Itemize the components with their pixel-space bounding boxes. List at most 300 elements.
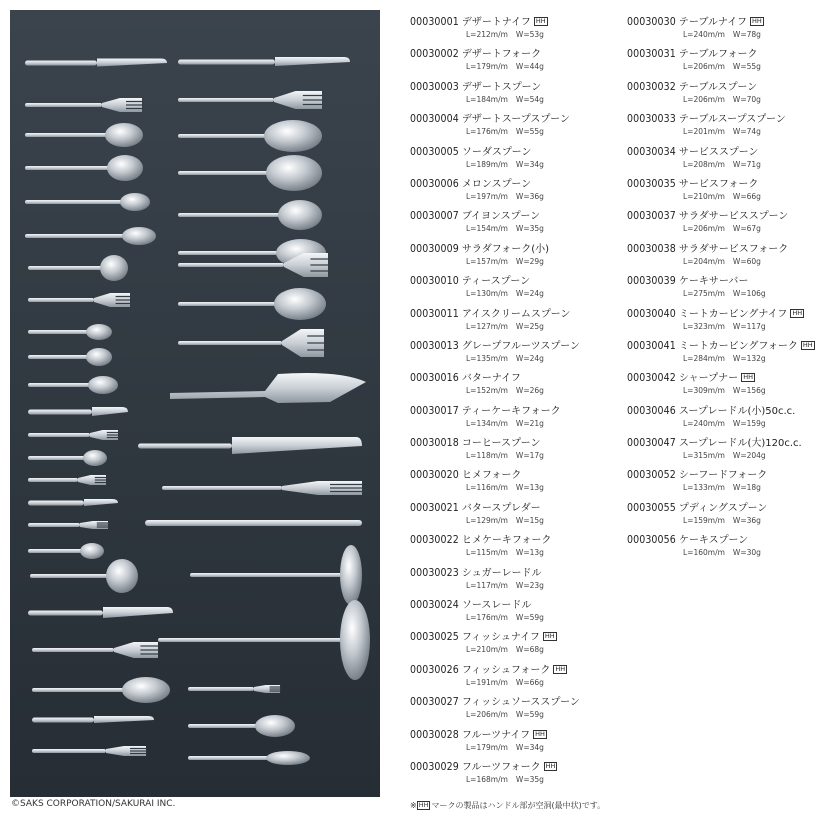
knife-blade [94,716,154,723]
product-code: 00030021 [410,501,459,514]
product-item [627,405,820,437]
product-length: L=197m/m [466,191,508,201]
product-length: L=275m/m [683,289,725,299]
product-name: フルーツナイフ [461,729,531,741]
product-item [410,664,610,696]
copyright-notice: ©SAKS CORPORATION/SAKURAI INC. [11,799,176,809]
product-item [627,210,820,242]
product-name: ケーキサーバー [678,276,749,288]
cutlery-handle [178,60,275,65]
fork-tine-gap [140,649,159,650]
fork-tine-gap [130,750,147,751]
product-length: L=159m/m [683,515,725,525]
product-name: フルーツフォーク [461,761,541,773]
product-item [410,81,610,113]
product-name: サラダサービスフォーク [678,243,789,255]
fork-tine-gap [330,487,363,488]
product-item [627,372,820,404]
product-name: スープレードル(大)120c.c. [678,438,802,450]
spoon-bowl [122,677,170,703]
product-code: 00030026 [410,663,459,676]
spoon-bowl [88,376,118,394]
product-length: L=240m/m [683,30,725,39]
product-name: テーブルナイフ [678,17,747,28]
product-name: ソーダスプーン [461,146,532,158]
product-length: L=127m/m [466,321,508,331]
product-name: フィッシュフォーク [461,664,551,676]
product-item [627,16,820,48]
product-item [410,113,610,145]
product-length: L=135m/m [466,353,508,363]
product-weight: W=204g [732,451,766,461]
product-length: L=206m/m [466,710,508,720]
product-item [627,48,820,80]
product-item [627,469,820,501]
product-code: 00030039 [627,275,676,288]
product-item [410,308,610,340]
spoon-bowl [106,559,138,593]
product-name: ヒメフォーク [461,470,522,482]
product-item [627,340,820,372]
cutlery-handle [25,234,136,238]
knife-blade [103,607,173,618]
product-name: プディングスプーン [678,502,768,514]
fork-tine-gap [330,491,363,492]
spoon-bowl [80,543,104,559]
product-weight: W=13g [515,483,544,493]
product-length: L=191m/m [466,677,508,687]
hh-mark-icon: HH [792,308,803,317]
product-length: L=176m/m [466,127,508,137]
product-item [410,761,610,793]
product-name: シュガーレードル [461,567,542,579]
product-item [410,534,610,566]
product-item [627,113,820,145]
fork-tine-gap [97,524,109,525]
product-code: 00030052 [627,469,676,482]
product-list-right [627,16,820,567]
product-item [627,534,820,566]
product-length: L=133m/m [683,483,725,493]
product-weight: W=36g [515,191,544,201]
product-code: 00030047 [627,437,676,450]
product-name: フィッシュソーススプーン [461,697,580,709]
product-item [410,372,610,404]
product-length: L=184m/m [466,94,508,104]
product-weight: W=66g [732,191,761,201]
footnote-text: マークの製品はハンドル部が空洞(最中状)です。 [431,801,606,810]
product-length: L=117m/m [466,580,508,590]
fork-tine-gap [116,299,131,300]
product-code: 00030046 [627,404,676,417]
product-item [410,599,610,631]
product-weight: W=59g [515,710,544,720]
cutlery-handle [162,486,282,490]
product-name: シャープナー [678,373,739,385]
product-name: コーヒースプーン [461,438,541,450]
product-name: デザートナイフ [461,17,531,28]
product-length: L=210m/m [683,191,725,201]
product-name: テーブルスプーン [678,81,758,93]
product-length: L=118m/m [466,451,508,461]
cutlery-handle [28,478,78,482]
product-item [627,81,820,113]
cutlery-handle [25,200,132,204]
product-code: 00030037 [627,210,676,223]
fork-tine-gap [126,101,143,102]
cutlery-handle [28,298,94,302]
product-weight: W=78g [732,30,761,39]
product-item [410,275,610,307]
cutlery-handle [25,166,121,170]
cutlery-handle [188,687,254,691]
product-code: 00030007 [410,210,459,223]
product-code: 00030025 [410,631,459,644]
product-code: 00030016 [410,372,459,385]
cutlery-handle [25,103,102,107]
cutlery-handle [138,444,232,449]
knife-blade [232,437,362,454]
product-length: L=284m/m [683,353,725,363]
cutlery-handle [28,433,90,437]
product-name: ミートカービングフォーク [678,340,798,352]
fork-tine-gap [303,104,323,105]
spoon-bowl [340,545,362,605]
product-code: 00030011 [410,307,459,320]
product-item [627,146,820,178]
product-length: L=210m/m [466,645,508,655]
product-code: 00030027 [410,696,459,709]
product-item [627,243,820,275]
product-weight: W=54g [515,94,544,104]
product-length: L=152m/m [466,386,508,396]
product-item [410,340,610,372]
product-item [410,567,610,599]
product-weight: W=132g [732,353,766,363]
product-code: 00030029 [410,760,459,773]
product-name: フィッシュナイフ [461,632,540,644]
knife-blade [84,499,118,506]
fork-tine-gap [97,526,109,527]
spoon-bowl [105,123,143,147]
product-weight: W=156g [732,386,766,396]
product-length: L=130m/m [466,289,508,299]
product-name: ヒメケーキフォーク [461,535,552,547]
product-name: スープレードル(小)50c.c. [678,405,796,417]
product-item [410,502,610,534]
product-code: 00030009 [410,242,459,255]
product-code: 00030002 [410,48,459,61]
fork-tine-gap [107,437,119,438]
product-code: 00030013 [410,339,459,352]
product-code: 00030038 [627,242,676,255]
fork-tine-gap [95,477,107,478]
product-code: 00030030 [627,16,676,28]
product-weight: W=18g [732,483,761,493]
product-length: L=323m/m [683,321,725,331]
spoon-bowl [107,155,143,181]
fork-tine-gap [310,270,329,271]
product-item [627,308,820,340]
product-name: サービススプーン [678,146,759,158]
product-name: メロンスプーン [461,178,532,190]
product-weight: W=24g [515,289,544,299]
product-weight: W=53g [515,30,544,39]
product-code: 00030023 [410,566,459,579]
fork-tine-gap [270,686,281,687]
product-name: テーブルスープスプーン [678,114,786,126]
hh-mark-icon: HH [535,729,545,738]
product-weight: W=55g [515,127,544,137]
product-weight: W=35g [515,774,544,784]
product-code: 00030001 [410,16,459,28]
product-code: 00030003 [410,80,459,93]
fork-tine-gap [330,484,363,485]
fork-tine-gap [270,688,281,689]
product-length: L=204m/m [683,256,725,266]
product-item [410,210,610,242]
cutlery-handle [28,456,93,460]
product-weight: W=25g [515,321,544,331]
product-item [410,631,610,663]
product-weight: W=44g [515,62,544,72]
product-weight: W=106g [732,289,766,299]
product-code: 00030040 [627,307,676,320]
product-length: L=206m/m [683,224,725,234]
product-weight: W=55g [732,62,761,72]
fork-tine-gap [126,104,143,105]
fork-tine-gap [307,335,325,336]
product-photo [10,10,380,797]
product-name: ソースレードル [461,600,532,612]
product-code: 00030032 [627,80,676,93]
product-length: L=315m/m [683,451,725,461]
product-item [410,437,610,469]
spoon-bowl [264,120,322,152]
product-list-left [410,16,610,793]
fork-tine-gap [95,479,107,480]
product-name: ケーキスプーン [678,535,749,547]
fork-tine-gap [107,434,119,435]
cake-server [170,373,366,403]
cutlery-handle [32,749,106,753]
product-name: デザートスープスプーン [461,114,570,126]
fork-tine-gap [140,645,159,646]
product-item [410,729,610,761]
product-name: ティースプーン [461,276,531,288]
product-weight: W=68g [515,645,544,655]
product-name: バタースプレダー [461,502,541,514]
product-length: L=309m/m [683,386,725,396]
cutlery-handle [28,611,103,616]
hh-mark-icon: HH [535,17,546,25]
product-name: アイスクリームスプーン [461,308,571,320]
fork-tine-gap [303,99,323,100]
product-item [627,275,820,307]
fork-tine-gap [107,432,119,433]
hh-mark-icon: HH [751,17,762,25]
product-name: ミートカービングナイフ [678,308,788,320]
product-name: サービスフォーク [678,178,759,190]
spoon-bowl [83,450,107,466]
knife-blade [97,59,167,67]
product-length: L=154m/m [466,224,508,234]
spoon-bowl [340,600,370,680]
hh-mark-icon: HH [802,340,813,349]
cutlery-handle [30,574,119,578]
product-code: 00030042 [627,372,676,385]
cutlery-handle [28,501,84,506]
product-name: バターナイフ [461,373,521,385]
product-item [410,146,610,178]
product-code: 00030006 [410,177,459,190]
product-weight: W=24g [515,353,544,363]
fork-tine-gap [307,342,325,343]
cutlery-handle [178,341,282,345]
product-name: サラダサービススプーン [678,211,789,223]
cutlery-handle [178,263,284,267]
cutlery-handle [28,266,111,270]
product-code: 00030020 [410,469,459,482]
product-name: デザートスプーン [461,81,542,93]
product-weight: W=74g [732,127,761,137]
product-length: L=160m/m [683,548,725,558]
product-name: ティーケーキフォーク [461,405,561,417]
product-weight: W=117g [732,321,766,331]
product-name: ブイヨンスプーン [461,211,541,223]
cutlery-handle [32,718,94,723]
product-weight: W=34g [515,159,544,169]
product-length: L=168m/m [466,774,508,784]
product-code: 00030018 [410,437,459,450]
product-length: L=115m/m [466,548,508,558]
product-weight: W=35g [515,224,544,234]
product-length: L=201m/m [683,127,725,137]
product-item [410,243,610,275]
fork-tine-gap [116,303,131,304]
product-code: 00030031 [627,48,676,61]
cutlery-handle [145,520,362,526]
knife-blade [275,57,350,66]
spoon-bowl [122,227,156,245]
product-item [410,48,610,80]
product-name: デザートフォーク [461,49,542,61]
product-weight: W=23g [515,580,544,590]
product-weight: W=21g [515,418,544,428]
spoon-bowl [86,348,112,366]
product-length: L=179m/m [466,742,508,752]
product-item [410,469,610,501]
product-name: サラダフォーク(小) [461,243,550,255]
hh-mark-icon: HH [743,373,753,382]
product-item [627,437,820,469]
product-item [410,178,610,210]
fork-tine-gap [116,296,131,297]
product-length: L=134m/m [466,418,508,428]
cutlery-handle [178,213,296,217]
product-weight: W=29g [515,256,544,266]
product-length: L=129m/m [466,515,508,525]
product-name: シーフードフォーク [678,470,768,482]
fork-tine-gap [130,748,147,749]
product-code: 00030024 [410,599,459,612]
cutlery-handle [28,523,80,527]
product-weight: W=30g [732,548,761,558]
product-length: L=176m/m [466,613,508,623]
product-weight: W=66g [515,677,544,687]
product-length: L=240m/m [683,418,725,428]
hh-mark-icon: HH [555,664,566,673]
fork-tine-gap [310,264,329,265]
fork-tine-gap [310,258,329,259]
product-code: 00030028 [410,728,459,741]
product-weight: W=59g [515,613,544,623]
product-weight: W=70g [732,94,761,104]
product-code: 00030033 [627,113,676,126]
product-length: L=116m/m [466,483,508,493]
spoon-bowl [266,751,310,765]
product-length: L=208m/m [683,159,725,169]
product-item [410,405,610,437]
product-code: 00030022 [410,534,459,547]
fork-tine-gap [307,349,325,350]
product-weight: W=159g [732,418,766,428]
product-code: 00030017 [410,404,459,417]
product-item [627,502,820,534]
fork-tine-gap [97,522,109,523]
fork-tine-gap [303,95,323,96]
fork-tine-gap [126,108,143,109]
product-length: L=206m/m [683,94,725,104]
cutlery-handle [25,61,97,66]
product-weight: W=34g [515,742,544,752]
product-code: 00030004 [410,113,459,126]
product-length: L=212m/m [466,30,508,39]
product-code: 00030005 [410,145,459,158]
hh-mark-icon: HH [418,801,429,809]
product-weight: W=36g [732,515,761,525]
cutlery-handle [32,648,114,652]
spoon-bowl [278,200,322,230]
cutlery-handle [28,410,92,415]
product-length: L=157m/m [466,256,508,266]
product-weight: W=67g [732,224,761,234]
product-weight: W=17g [515,451,544,461]
product-length: L=179m/m [466,62,508,72]
footnote: ※ HH マークの製品はハンドル部が空洞(最中状)です。 [410,801,606,810]
product-code: 00030034 [627,145,676,158]
cutlery-handle [178,98,274,102]
product-code: 00030055 [627,501,676,514]
spoon-bowl [86,324,112,340]
spoon-bowl [266,155,322,191]
spoon-bowl [274,288,326,320]
fork-tine-gap [140,653,159,654]
product-item [410,696,610,728]
hh-mark-icon: HH [545,761,556,770]
product-weight: W=26g [515,386,544,396]
fork-tine-gap [130,753,147,754]
cutlery-illustration [10,10,380,797]
product-name: グレープフルーツスプーン [461,340,580,352]
product-item [627,178,820,210]
product-code: 00030035 [627,177,676,190]
knife-blade [92,407,128,416]
product-code: 00030041 [627,339,676,352]
spoon-bowl [255,715,295,737]
product-weight: W=71g [732,159,761,169]
spoon-bowl [100,255,128,281]
